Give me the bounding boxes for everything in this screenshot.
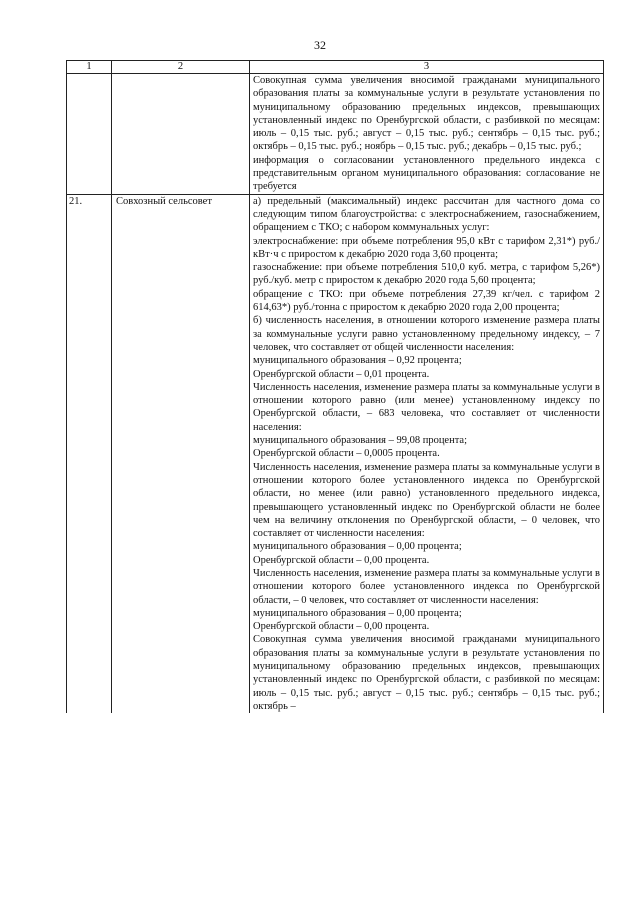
paragraph: Оренбургской области – 0,0005 процента. — [253, 448, 440, 460]
paragraph: Численность населения, изменение размера платы за коммунальные услуги в отношении которого более установленного индекса по Оренбургской области, но менее (или равно) установленного предельного индекса, превышающего установленный индекс по Оренбургской области не более чем на величину отклонения по Оренбургской области, – 0 человек, что составляет от численности населения: — [253, 461, 600, 540]
header-cell-1: 1 — [67, 61, 112, 74]
row-number-cell: 21. — [67, 194, 112, 713]
header-cell-3: 3 — [250, 61, 604, 74]
row-name-cell: Совхозный сельсовет — [112, 194, 250, 713]
paragraph: муниципального образования – 0,00 процента; — [253, 541, 462, 553]
row-number-cell — [67, 74, 112, 195]
paragraph: электроснабжение: при объеме потребления 95,0 кВт с тарифом 2,31*) руб./кВт·ч с приростом к декабрю 2020 года 3,60 процента; — [253, 235, 600, 260]
table-row-21 — [67, 194, 604, 713]
paragraph: газоснабжение: при объеме потребления 510,0 куб. метра, с тарифом 5,26*) руб./куб. метр с приростом к декабрю 2020 года 5,60 процента; — [253, 262, 600, 287]
table-row-continued — [67, 74, 604, 195]
paragraph: обращение с ТКО: при объеме потребления 27,39 кг/чел. с тарифом 2 614,63*) руб./тонна с приростом к декабрю 2020 года 2,00 процента; — [253, 288, 600, 314]
paragraph: Оренбургской области – 0,00 процента. — [253, 554, 430, 566]
document-table — [66, 60, 604, 713]
paragraph: б) численность населения, в отношении которого изменение размера платы за коммунальные услуги равно установленному предельному индексу, – 7 человек, что составляет от общей численности населения: — [253, 315, 600, 353]
paragraph: а) предельный (максимальный) индекс рассчитан для частного дома со следующим типом благоустройства: с электроснабжением, газоснабжением, обращением с ТКО; с набором коммунальных услуг: — [253, 195, 600, 234]
paragraph: Численность населения, изменение размера платы за коммунальные услуги в отношении которого равно (или менее) установленному индексу по Оренбургской области, – 683 человека, что составляет от численности населения: — [253, 381, 600, 433]
paragraph: Оренбургской области – 0,01 процента. — [253, 368, 430, 380]
paragraph: Оренбургской области – 0,00 процента. — [253, 621, 430, 633]
page-number: 32 — [314, 38, 326, 52]
paragraph: Совокупная сумма увеличения вносимой гражданами муниципального образования платы за коммунальные услуги в результате установления по муниципальному образованию предельных индексов, превышающих установленный индекс по Оренбургской области, с разбивкой по месяцам: июль – 0,15 тыс. руб.; август – 0,15 тыс. руб.; сентябрь – 0,15 тыс. руб.; октябрь – — [253, 634, 600, 712]
header-cell-2: 2 — [112, 61, 250, 74]
table-header-row — [67, 61, 604, 74]
paragraph: муниципального образования – 0,92 процента; — [253, 355, 462, 367]
paragraph: муниципального образования – 99,08 процента; — [253, 435, 468, 447]
row-name-cell — [112, 74, 250, 195]
paragraph: Совокупная сумма увеличения вносимой гражданами муниципального образования платы за коммунальные услуги в результате установления по муниципальному образованию предельных индексов, превышающих установленный индекс по Оренбургской области, с разбивкой по месяцам: июль – 0,15 тыс. руб.; август – 0,15 тыс. руб.; сентябрь – 0,15 тыс. руб.; октябрь – 0,15 тыс. руб.; ноябрь – 0,15 тыс. руб.; декабрь – 0,15 тыс. руб.; — [253, 75, 600, 153]
row-content-cell — [250, 74, 604, 195]
paragraph: информация о согласовании установленного предельного индекса с представительным органом муниципального образования: согласование не требуется — [253, 154, 600, 193]
row-content-cell — [250, 194, 604, 713]
paragraph: Численность населения, изменение размера платы за коммунальные услуги в отношении которого более установленного индекса по Оренбургской области, – 0 человек, что составляет от численности населения: — [253, 567, 600, 606]
paragraph: муниципального образования – 0,00 процента; — [253, 607, 462, 619]
